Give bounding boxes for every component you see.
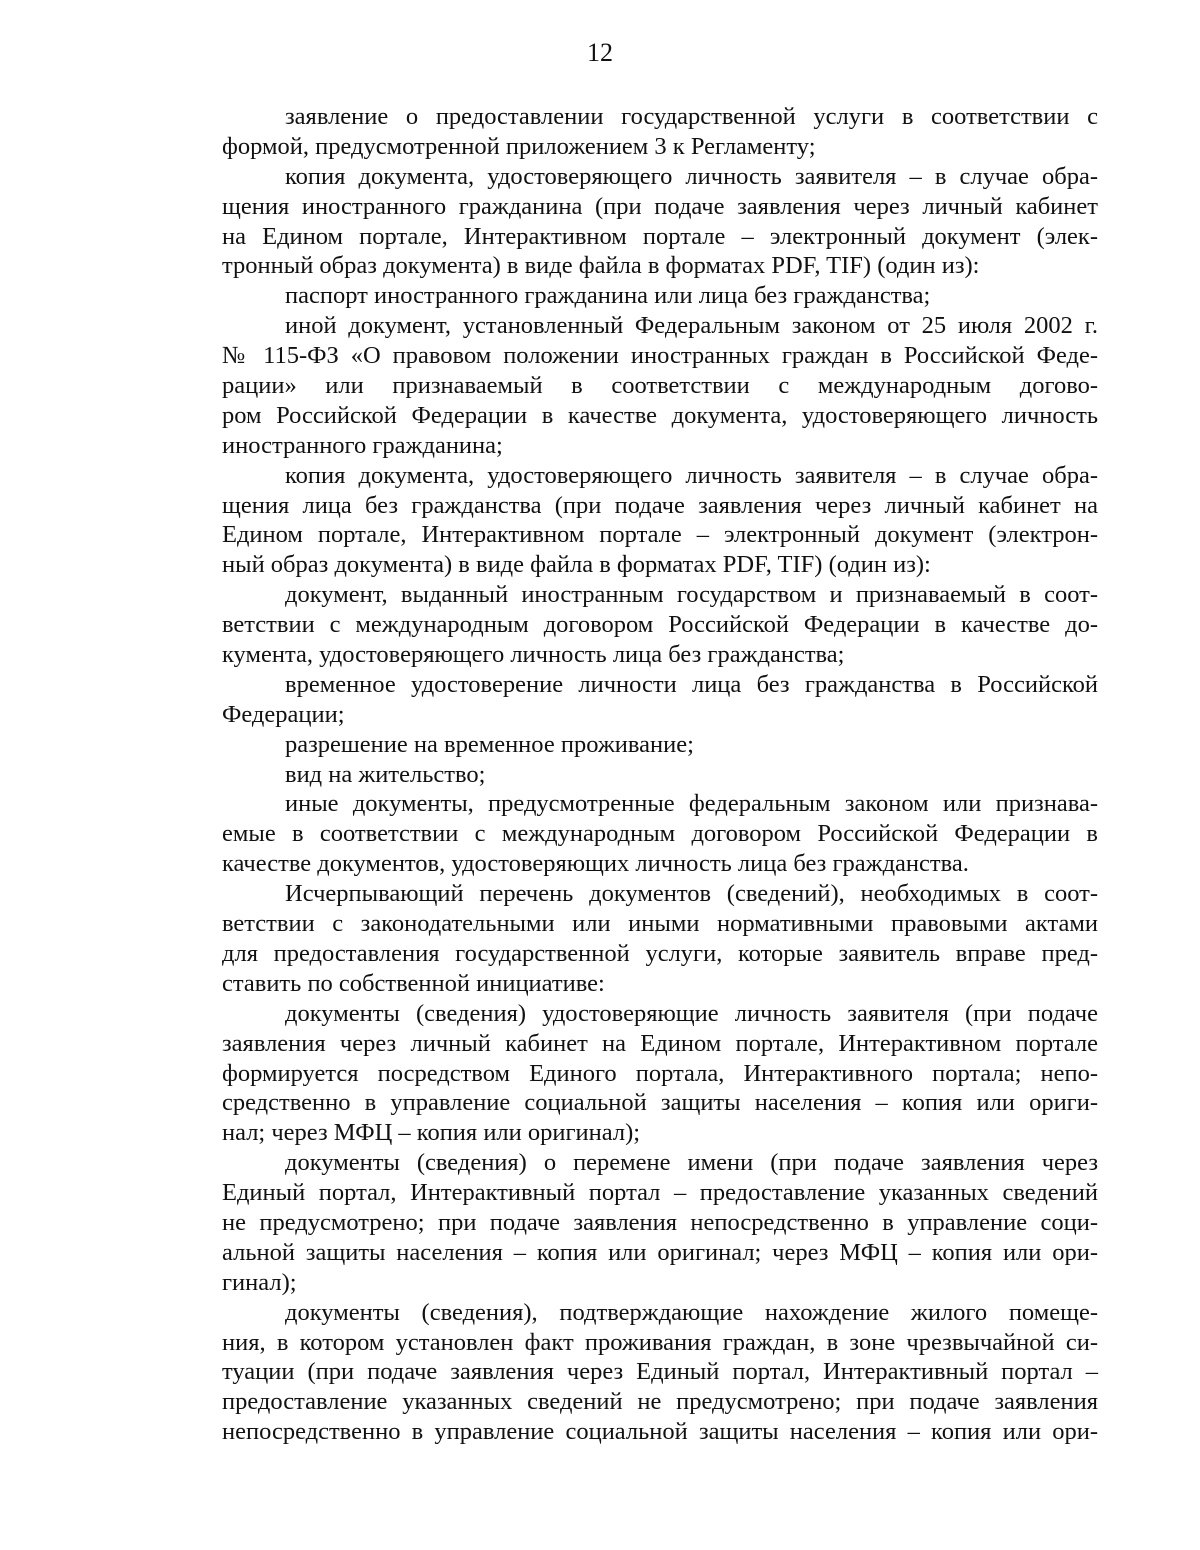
paragraph-line: иной документ, установленный Федеральным законом от 25 июля 2002 г. xyxy=(285,312,1098,340)
paragraph-line: ный образ документа) в виде файла в форматах PDF, TIF) (один из): xyxy=(222,551,931,579)
paragraph-line: непосредственно в управление социальной защиты населения – копия или ори- xyxy=(222,1418,1098,1446)
paragraph-line: паспорт иностранного гражданина или лица без гражданства; xyxy=(285,282,931,310)
paragraph-line: не предусмотрено; при подаче заявления непосредственно в управление соци- xyxy=(222,1208,1098,1236)
paragraph-line: ветствии с международным договором Российской Федерации в качестве до- xyxy=(222,611,1098,639)
paragraph-line: копия документа, удостоверяющего личность заявителя – в случае обра- xyxy=(285,461,1098,489)
paragraph-line: формой, предусмотренной приложением 3 к Регламенту; xyxy=(222,132,816,160)
paragraph-line: нал; через МФЦ – копия или оригинал); xyxy=(222,1119,641,1147)
paragraph-line: емые в соответствии с международным договором Российской Федерации в xyxy=(222,820,1098,848)
paragraph-line: рации» или признаваемый в соответствии с международным догово- xyxy=(222,372,1098,400)
paragraph-line: качестве документов, удостоверяющих личность лица без гражданства. xyxy=(222,850,969,878)
paragraph-line: щения лица без гражданства (при подаче заявления через личный кабинет на xyxy=(222,491,1098,519)
paragraph-line: альной защиты населения – копия или оригинал; через МФЦ – копия или ори- xyxy=(222,1238,1098,1266)
paragraph-line: документ, выданный иностранным государством и признаваемый в соот- xyxy=(285,581,1098,609)
paragraph-line: № 115-ФЗ «О правовом положении иностранных граждан в Российской Феде- xyxy=(222,342,1098,370)
paragraph-line: разрешение на временное проживание; xyxy=(285,730,694,758)
paragraph-line: иные документы, предусмотренные федеральным законом или признава- xyxy=(285,790,1098,818)
paragraph-line: на Едином портале, Интерактивном портале – электронный документ (элек- xyxy=(222,222,1098,250)
paragraph-line: заявление о предоставлении государственной услуги в соответствии с xyxy=(285,103,1098,130)
paragraph-line: Едином портале, Интерактивном портале – электронный документ (электрон- xyxy=(222,521,1098,549)
document-body xyxy=(222,102,1098,1447)
paragraph-line: заявления через личный кабинет на Едином портале, Интерактивном портале xyxy=(222,1029,1098,1057)
paragraph-line: Единый портал, Интерактивный портал – предоставление указанных сведений xyxy=(222,1179,1098,1207)
paragraph-line: ставить по собственной инициативе: xyxy=(222,969,605,997)
paragraph-line: Федерации; xyxy=(222,700,345,728)
paragraph-line: тронный образ документа) в виде файла в форматах PDF, TIF) (один из): xyxy=(222,252,980,280)
paragraph-line: гинал); xyxy=(222,1268,297,1296)
paragraph-line: для предоставления государственной услуги, которые заявитель вправе пред- xyxy=(222,939,1098,967)
paragraph-line: предоставление указанных сведений не предусмотрено; при подаче заявления xyxy=(222,1388,1098,1416)
paragraph-line: Исчерпывающий перечень документов (сведений), необходимых в соот- xyxy=(285,880,1098,908)
paragraph-line: щения иностранного гражданина (при подаче заявления через личный кабинет xyxy=(222,192,1098,220)
paragraph-line: ния, в котором установлен факт проживания граждан, в зоне чрезвычайной си- xyxy=(222,1328,1098,1356)
paragraph-line: документы (сведения) о перемене имени (при подаче заявления через xyxy=(285,1149,1098,1177)
paragraph-line: копия документа, удостоверяющего личность заявителя – в случае обра- xyxy=(285,162,1098,190)
paragraph-line: ром Российской Федерации в качестве документа, удостоверяющего личность xyxy=(222,401,1098,429)
paragraph-line: документы (сведения), подтверждающие нахождение жилого помеще- xyxy=(285,1298,1098,1326)
paragraph-line: кумента, удостоверяющего личность лица без гражданства; xyxy=(222,641,845,669)
page-number: 12 xyxy=(587,38,613,67)
paragraph-line: временное удостоверение личности лица без гражданства в Российской xyxy=(285,670,1098,698)
paragraph-line: ветствии с законодательными или иными нормативными правовыми актами xyxy=(222,910,1098,938)
paragraph-line: вид на жительство; xyxy=(285,760,486,788)
paragraph-line: формируется посредством Единого портала, Интерактивного портала; непо- xyxy=(222,1059,1098,1087)
paragraph-line: документы (сведения) удостоверяющие личность заявителя (при подаче xyxy=(285,999,1098,1027)
paragraph-line: иностранного гражданина; xyxy=(222,431,503,459)
paragraph-line: средственно в управление социальной защиты населения – копия или ориги- xyxy=(222,1089,1098,1117)
paragraph-line: туации (при подаче заявления через Единый портал, Интерактивный портал – xyxy=(222,1358,1098,1386)
